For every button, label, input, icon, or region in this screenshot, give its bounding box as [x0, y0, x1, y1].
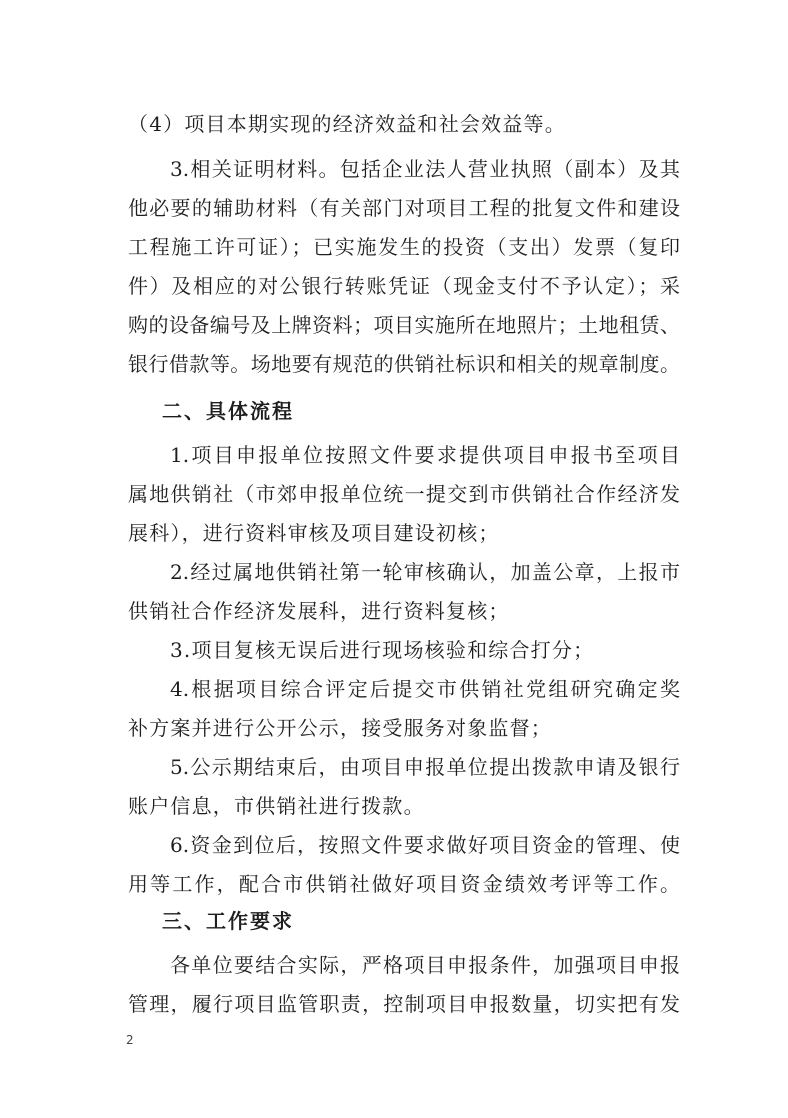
text-line: 他必要的辅助材料（有关部门对项目工程的批复文件和建设: [128, 196, 680, 220]
section-heading: 二、具体流程: [162, 399, 294, 423]
text-line: 3.项目复核无误后进行现场核验和综合打分；: [170, 638, 595, 662]
text-line: 供销社合作经济发展科，进行资料复核；: [128, 599, 510, 623]
text-line: 工程施工许可证）；已实施发生的投资（支出）发票（复印: [128, 235, 680, 259]
text-line: 2.经过属地供销社第一轮审核确认，加盖公章，上报市: [170, 560, 680, 584]
text-line: 3.相关证明材料。包括企业法人营业执照（副本）及其: [170, 157, 680, 181]
text-line: 补方案并进行公开公示，接受服务对象监督；: [128, 716, 552, 740]
text-line: 银行借款等。场地要有规范的供销社标识和相关的规章制度。: [128, 352, 680, 376]
text-line: 件）及相应的对公银行转账凭证（现金支付不予认定）；采: [128, 274, 680, 298]
text-line: 管理，履行项目监管职责，控制项目申报数量，切实把有发: [128, 992, 680, 1016]
text-line: 展科），进行资料审核及项目建设初核；: [128, 521, 500, 545]
page-number: 2: [126, 1033, 134, 1047]
text-line: （4）项目本期实现的经济效益和社会效益等。: [128, 112, 566, 136]
text-line: 账户信息，市供销社进行拨款。: [128, 794, 425, 818]
text-line: 6.资金到位后，按照文件要求做好项目资金的管理、使: [170, 833, 680, 857]
text-line: 4.根据项目综合评定后提交市供销社党组研究确定奖: [170, 677, 680, 701]
section-heading: 三、工作要求: [162, 909, 294, 933]
text-line: 用等工作，配合市供销社做好项目资金绩效考评等工作。: [128, 872, 680, 896]
text-line: 各单位要结合实际，严格项目申报条件，加强项目申报: [170, 953, 680, 977]
text-line: 1.项目申报单位按照文件要求提供项目申报书至项目: [170, 443, 680, 467]
text-line: 购的设备编号及上牌资料；项目实施所在地照片；土地租赁、: [128, 313, 680, 337]
text-line: 5.公示期结束后，由项目申报单位提出拨款申请及银行: [170, 755, 680, 779]
text-line: 属地供销社（市郊申报单位统一提交到市供销社合作经济发: [128, 482, 680, 506]
